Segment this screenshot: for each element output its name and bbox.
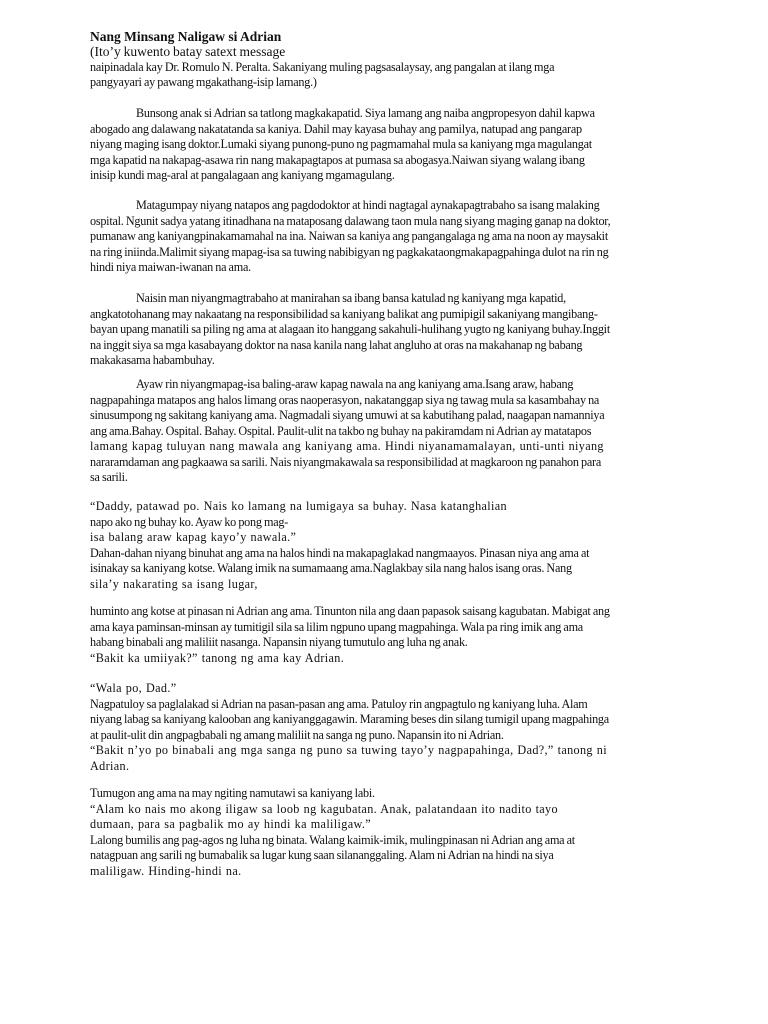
paragraph-line: maliligaw. Hinding-hindi na. (90, 863, 242, 878)
document-title: Nang Minsang Naligaw si Adrian (90, 29, 282, 44)
intro-line: naipinadala kay Dr. Romulo N. Peralta. Sakaniyang muling pagsasalaysay, ang pangalan at ilang mga (90, 59, 555, 74)
paragraph-line: Adrian. (90, 758, 130, 773)
dialogue-line: “Bakit n’yo po binabali ang mga sanga ng puno sa tuwing tayo’y nagpapahinga, Dad?,” tanong ni (90, 743, 607, 757)
paragraph-line: sila’y nakarating sa isang lugar, (90, 576, 258, 591)
paragraph-line: bayan upang manatili sa piling ng ama at alagaan ito hanggang sakahuli-hulihang yugto ng kaniyang buhay.Inggit (90, 322, 610, 336)
paragraph-line: Nagpatuloy sa paglalakad si Adrian na pasan-pasan ang ama. Patuloy rin angpagtulo ng kaniyang luha. Alam (90, 696, 588, 711)
paragraph-line: nararamdaman ang pagkaawa sa sarili. Nais niyangmakawala sa responsibilidad at magkaroon ng panahon para (90, 454, 601, 469)
paragraph-line: ospital. Ngunit sadya yatang itinadhana na mataposang dalawang taon mula nang siyang maging ganap na doktor, (90, 213, 611, 228)
dialogue-line: “Alam ko nais mo akong iligaw sa loob ng kagubatan. Anak, palatandaan ito nadito tayo (90, 801, 558, 816)
paragraph-5 (90, 499, 690, 592)
paragraph-line: angkatotohanang may nakaatang na responsibilidad sa kaniyang balikat ang pumipigil sakaniyang mangibang- (90, 306, 598, 321)
paragraph-line: sinusumpong ng sakitang kaniyang ama. Nagmadali siyang umuwi at sa kabutihang palad, naagapan namanniya (90, 408, 605, 422)
paragraph-line: nagpapahinga matapos ang halos limang oras naoperasyon, nakatanggap siya ng tawag mula sa kasambahay na (90, 392, 600, 407)
paragraph-line: na ring iniinda.Malimit siyang mapag-isa sa tuwing nabibigyan ng pagkakataongmakapagpahinga dulot na rin ng (90, 244, 609, 259)
paragraph-line: niyang labag sa kaniyang kalooban ang kaniyanggagawin. Maraming beses din silang tumigil upang magpahinga (90, 712, 609, 726)
paragraph-line: sa sarili. (90, 470, 128, 484)
paragraph-line: Tumugon ang ama na may ngiting namutawi sa kaniyang labi. (90, 786, 375, 800)
paragraph-line: Naisin man niyangmagtrabaho at manirahan sa ibang bansa katulad ng kaniyang mga kapatid, (136, 291, 566, 305)
dialogue-line: napo ako ng buhay ko. Ayaw ko pong mag- (90, 514, 289, 529)
paragraph-line: hindi niya maiwan-iwanan na ama. (90, 260, 251, 274)
paragraph-line: natagpuan ang sarili ng bumabalik sa lugar kung saan silananggaling. Alam ni Adrian na hindi na siya (90, 848, 554, 862)
paragraph-line: na inggit siya sa mga kasabayang doktor na nasa kanila nang lahat angluho at oras na makahanap ng babang (90, 337, 583, 352)
paragraph-6 (90, 604, 690, 666)
paragraph-7 (90, 681, 690, 774)
paragraph-line: mga kapatid na nakapag-asawa rin nang makapagtapos at pumasa sa abogasya.Naiwan siyang walang ibang (90, 152, 585, 167)
paragraph-line: makakasama habambuhay. (90, 353, 215, 367)
paragraph-line: Matagumpay niyang natapos ang pagdodoktor at hindi nagtagal aynakapagtrabaho sa isang malaking (136, 198, 600, 212)
paragraph-line: inisip kundi mag-aral at pangalagaan ang kaniyang mgamagulang. (90, 168, 395, 182)
paragraph-line: isinakay sa kaniyang kotse. Walang imik na sumamaang ama.Naglakbay sila nang halos isang oras. Nang (90, 561, 572, 575)
paragraph-line: pumanaw ang kaniyangpinakamamahal na ina. Naiwan sa kaniya ang pangangalaga ng ama na noon ay maysakit (90, 229, 608, 243)
dialogue-line: “Daddy, patawad po. Nais ko lamang na lumigaya sa buhay. Nasa katanghalian (90, 499, 507, 513)
paragraph-line: Dahan-dahan niyang binuhat ang ama na halos hindi na makapaglakad nangmaayos. Pinasan niya ang ama at (90, 545, 590, 560)
dialogue-line: isa balang araw kapag kayo’y nawala.” (90, 530, 297, 544)
paragraph-3 (90, 291, 690, 369)
intro-line: (Ito’y kuwento batay satext message (90, 44, 286, 59)
paragraph-line: Bunsong anak si Adrian sa tatlong magkakapatid. Siya lamang ang naiba angpropesyon dahil kapwa (136, 106, 595, 120)
paragraph-8 (90, 786, 690, 879)
paragraph-line: abogado ang dalawang nakatatanda sa kaniya. Dahil may kayasa buhay ang pamilya, natupad ang pangarap (90, 121, 582, 136)
paragraph-line: niyang maging isang doktor.Lumaki siyang punong-puno ng pagmamahal mula sa kaniyang mga magulangat (90, 137, 592, 151)
paragraph-2 (90, 198, 690, 276)
paragraph-1 (90, 106, 690, 184)
paragraph-line: ama kaya paminsan-minsan ay tumitigil sila sa lilim ngpuno upang magpahinga. Wala pa ring imik ang ama (90, 619, 583, 634)
paragraph-line: Lalong bumilis ang pag-agos ng luha ng binata. Walang kaimik-imik, mulingpinasan ni Adrian ang ama at (90, 832, 575, 847)
paragraph-line: lamang kapag tuluyan nang mawala ang kaniyang ama. Hindi niyanamamalayan, unti-unti niyang (90, 439, 604, 453)
dialogue-line: “Wala po, Dad.” (90, 681, 177, 695)
intro-note (90, 44, 690, 91)
paragraph-line: ang ama.Bahay. Ospital. Bahay. Ospital. Paulit-ulit na takbo ng buhay na pakiramdam ni Adrian ay matatapos (90, 423, 592, 438)
paragraph-line: at paulit-ulit din angpagbabali ng amang maliliit na sanga ng puno. Napansin ito ni Adrian. (90, 727, 504, 742)
paragraph-line: Ayaw rin niyangmapag-isa baling-araw kapag nawala na ang kaniyang ama.Isang araw, habang (136, 377, 574, 391)
paragraph-line: habang binabali ang maliliit nasanga. Napansin niyang tumutulo ang luha ng anak. (90, 635, 468, 649)
dialogue-line: “Bakit ka umiiyak?” tanong ng ama kay Adrian. (90, 650, 345, 665)
intro-line: pangyayari ay pawang mgakathang-isip lamang.) (90, 75, 317, 89)
dialogue-line: dumaan, para sa pagbalik mo ay hindi ka maliligaw.” (90, 817, 371, 831)
paragraph-line: huminto ang kotse at pinasan ni Adrian ang ama. Tinunton nila ang daan papasok saisang kagubatan. Mabigat ang (90, 604, 610, 618)
paragraph-4 (90, 377, 690, 486)
